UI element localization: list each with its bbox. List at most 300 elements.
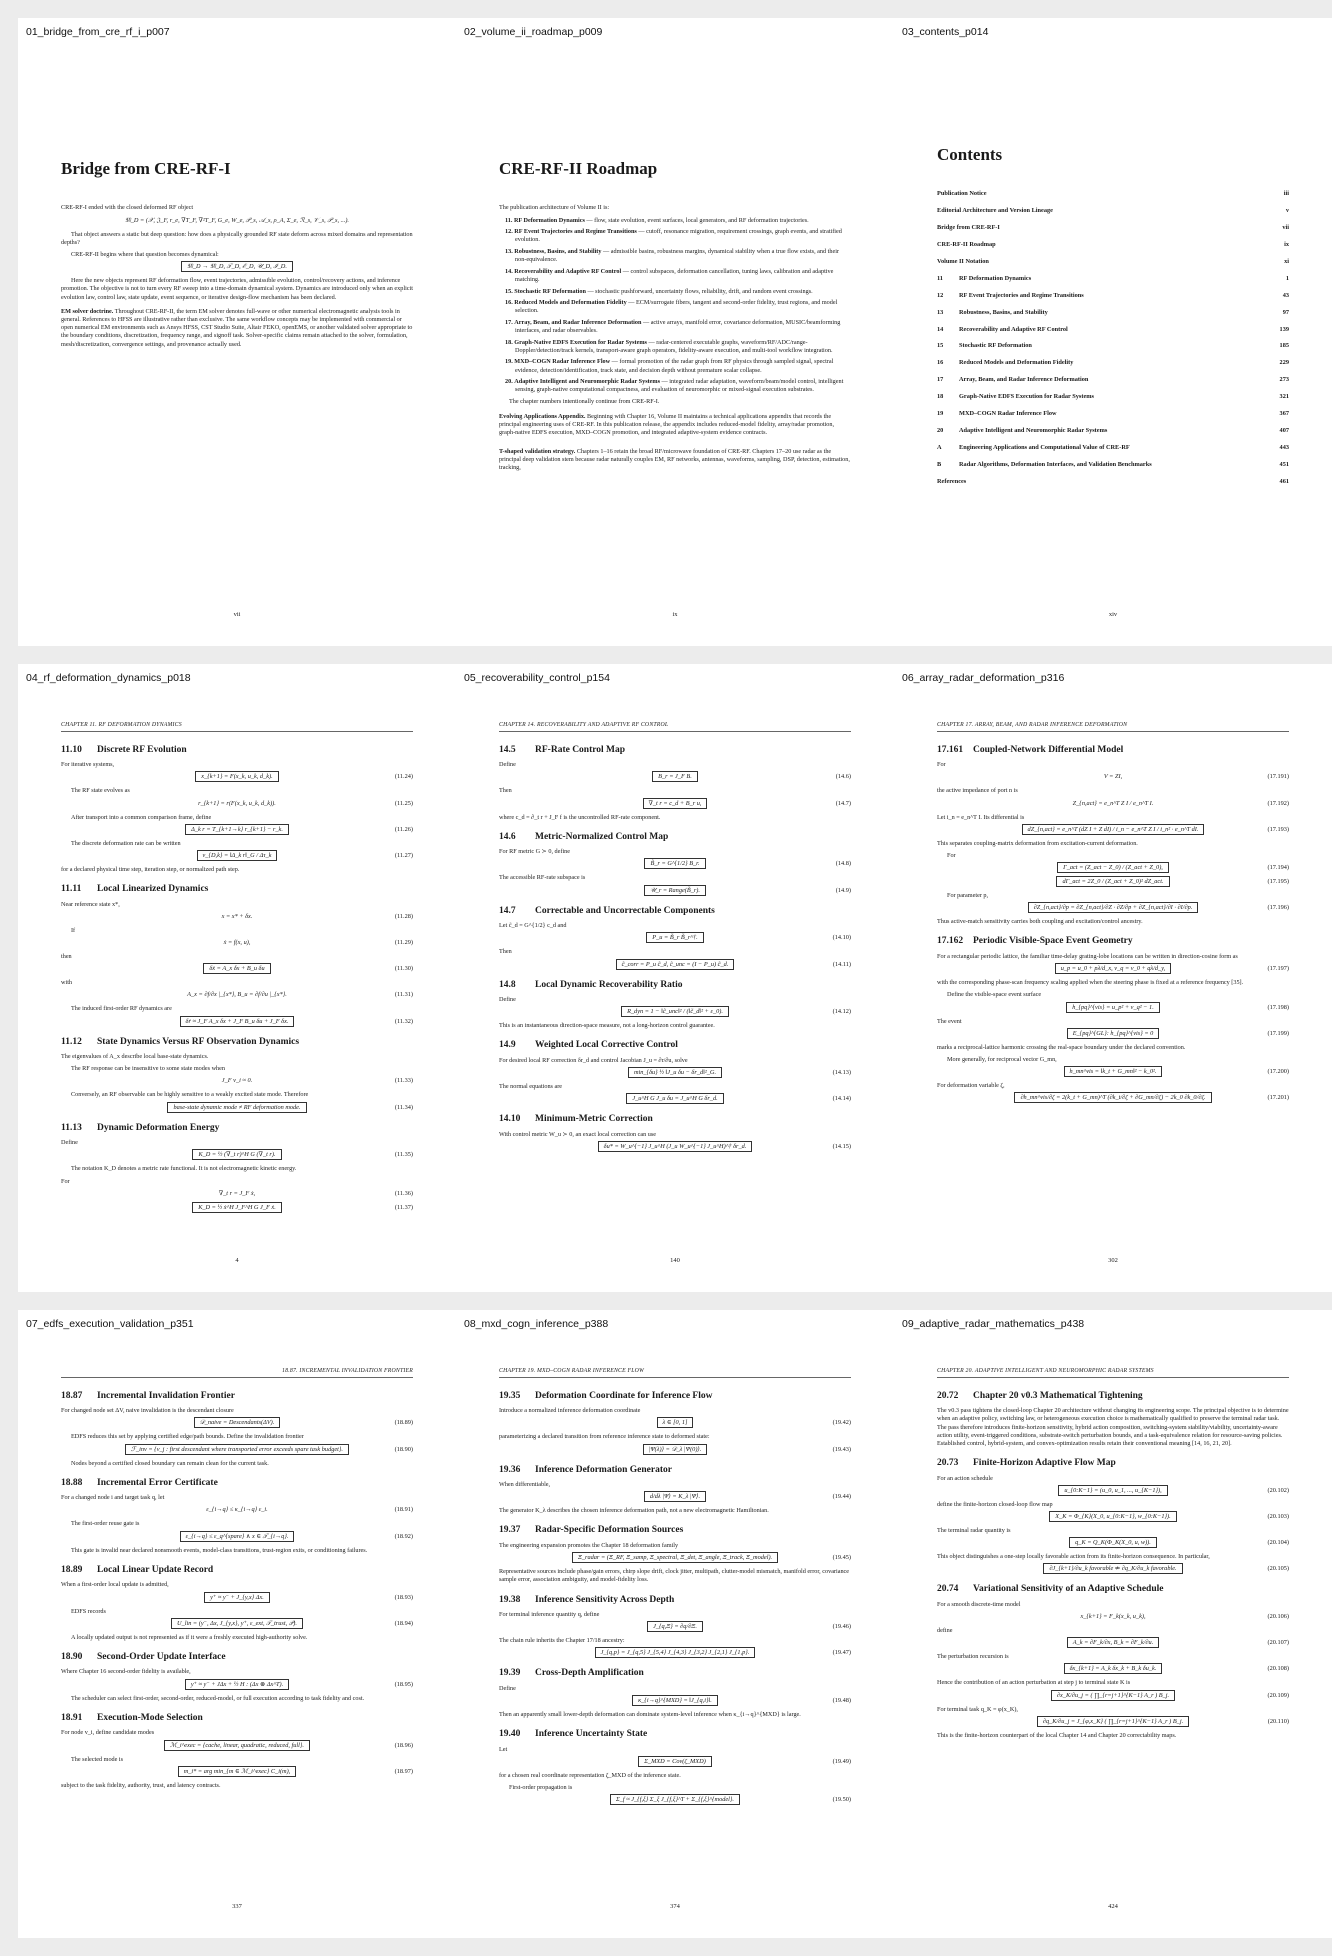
section-number: 20.72 — [937, 1390, 959, 1401]
roadmap-item — [499, 358, 851, 374]
section-number: 19.39 — [499, 1668, 521, 1679]
paragraph: The notation K_D denotes a metric rate functional. It is not electromagnetic kinetic energy. — [71, 1165, 297, 1173]
item-heading: Adaptive Intelligent and Neuromorphic Radar Systems — [514, 378, 660, 386]
equation-body: E_{pq}^{GL}: h_{pq}^{vis} = 0 — [1067, 1028, 1160, 1039]
paragraph: For terminal inference quantity q, define — [499, 1611, 600, 1619]
equation-body: B̃_r = G^{1/2} B_r. — [644, 858, 705, 869]
page-thumbnail[interactable] — [18, 18, 456, 646]
page-thumbnail[interactable] — [18, 1310, 456, 1938]
paragraph: This object distinguishes a one-step locally favorable action from its finite-horizon consequence. In particular, — [937, 1553, 1210, 1561]
paragraph: Where Chapter 16 second-order fidelity is available, — [61, 1668, 191, 1676]
section-heading — [61, 744, 413, 757]
item-number: 20. — [505, 378, 513, 386]
toc-entry[interactable] — [937, 326, 1289, 334]
page-number: ix — [672, 611, 678, 618]
equation-number: (19.50) — [832, 1796, 851, 1804]
section-heading — [499, 744, 851, 757]
toc-entry[interactable] — [937, 224, 1289, 232]
roadmap-item — [499, 319, 851, 335]
equation-number: (11.24) — [394, 773, 413, 781]
equation-body: ε_{i→q} ≤ ε_q^{spare} ∧ x ∈ 𝒯_{i→q}. — [180, 1531, 295, 1542]
item-number: 13. — [505, 247, 513, 255]
equation — [61, 1506, 413, 1515]
paragraph: Here the new objects represent RF deformation flow, event trajectories, admissible evolution, control/recovery actions, and inference promotion. The objective is not to turn every RF sweep into a time-domain dynamical system. Dynamics are introduced only when an explicit evolution law, control law, state update, event sequence, or iterative design-flow mechanism has been declared. — [61, 277, 413, 301]
paragraph: Nodes beyond a certified closed boundary can remain clean for the current task. — [71, 1459, 269, 1467]
paragraph: For a smooth discrete-time model — [937, 1600, 1021, 1608]
paragraph: CRE-RF-I ended with the closed deformed RF object — [61, 204, 194, 212]
item-heading: Stochastic RF Deformation — [514, 287, 586, 295]
equation-number: (17.191) — [1267, 773, 1289, 781]
section-number: 19.38 — [499, 1594, 521, 1605]
equation-number: (14.7) — [835, 799, 851, 807]
section-heading — [61, 1390, 413, 1403]
section-number: 18.89 — [61, 1564, 83, 1575]
section-number: 20.73 — [937, 1458, 959, 1469]
equation-body: |Ψ(λ)⟩ = 𝒟_λ |Ψ(0)⟩. — [643, 1444, 708, 1455]
toc-entry[interactable] — [937, 241, 1289, 249]
toc-page-number: 367 — [1279, 410, 1289, 418]
page-thumbnail[interactable] — [456, 1310, 894, 1938]
section-number: 14.10 — [499, 1114, 521, 1125]
toc-chapter-number: 16 — [937, 359, 944, 367]
toc-entry[interactable] — [937, 478, 1289, 486]
equation — [61, 1104, 413, 1113]
equation-body: x_{k+1} = F(x_k, u_k, d_k). — [195, 771, 278, 782]
section-title: State Dynamics Versus RF Observation Dynamics — [97, 1036, 300, 1047]
paragraph: Let — [499, 1745, 508, 1753]
paragraph: For node v_i, define candidate modes — [61, 1729, 155, 1737]
equation-number: (14.12) — [832, 1008, 851, 1016]
toc-entry[interactable] — [937, 461, 1289, 469]
section-title: Variational Sensitivity of an Adaptive Schedule — [973, 1584, 1164, 1595]
section-number: 18.87 — [61, 1390, 83, 1401]
paragraph: Hence the contribution of an action perturbation at step j to terminal state K is — [937, 1679, 1131, 1687]
page-body — [499, 704, 851, 1272]
toc-title: Stochastic RF Deformation — [959, 342, 1032, 350]
toc-title: RF Event Trajectories and Regime Transitions — [959, 291, 1084, 299]
paragraph: After transport into a common comparison frame, define — [71, 813, 212, 821]
paragraph: For terminal task q_K = φ(x_K), — [937, 1705, 1018, 1713]
equation-number: (18.91) — [394, 1506, 413, 1514]
page-number: 140 — [670, 1257, 680, 1264]
running-header: CHAPTER 19. MXD–COGN RADAR INFERENCE FLOW — [499, 1368, 851, 1378]
section-number: 14.9 — [499, 1040, 516, 1051]
equation — [61, 1419, 413, 1428]
paragraph: For RF metric G ≻ 0, define — [499, 848, 571, 856]
toc-label — [937, 207, 1053, 215]
section-title: Second-Order Update Interface — [97, 1651, 226, 1662]
toc-title: Bridge from CRE-RF-I — [937, 224, 1000, 232]
paragraph-text: Beginning with Chapter 16, Volume II maintains a technical applications appendix that records the principal engineering uses of CRE-RF. In this publication release, the appendix includes reduced-model fidelity, array/radar promotion, graph-native EDFS execution, MXD–COGN promotion, and integrated adaptive-system evidence contracts. — [499, 413, 835, 437]
equation-body: ∂q_K/∂u_j = J_{φ,x_K} ( ∏_{r=j+1}^{K−1} A_r ) B_j. — [1037, 1716, 1189, 1727]
toc-entry[interactable] — [937, 275, 1289, 283]
toc-label — [937, 427, 1107, 435]
chapter-title: CRE-RF-II Roadmap — [499, 159, 658, 178]
toc-entry[interactable] — [937, 410, 1289, 418]
toc-chapter-number: 17 — [937, 376, 944, 384]
equation — [937, 1639, 1289, 1648]
thumbnail-label: 09_adaptive_radar_mathematics_p438 — [902, 1318, 1085, 1330]
paragraph: Define — [499, 761, 516, 769]
toc-entry[interactable] — [937, 309, 1289, 317]
equation-body: Δ_k r = T_{k+1→k} r_{k+1} − r_k. — [185, 824, 289, 835]
equation-body: J_F v_i ≈ 0. — [221, 1077, 253, 1085]
toc-title: Adaptive Intelligent and Neuromorphic Radar Systems — [959, 426, 1108, 434]
section-title: Incremental Error Certificate — [97, 1477, 218, 1488]
toc-label — [937, 258, 989, 266]
item-heading: Robustness, Basins, and Stability — [514, 247, 602, 255]
toc-entry[interactable] — [937, 190, 1289, 198]
equation-number: (11.30) — [394, 965, 413, 973]
equation — [937, 826, 1289, 835]
equation — [499, 1143, 851, 1152]
toc-chapter-number: B — [937, 460, 942, 468]
page-thumbnail[interactable] — [894, 1310, 1332, 1938]
equation-number: (11.32) — [394, 1017, 413, 1025]
equation-number: (19.42) — [832, 1419, 851, 1427]
item-text: — stochastic pushforward, uncertainty flows, reliability, drift, and random event crossings. — [587, 287, 813, 295]
toc-title: Editorial Architecture and Version Lineage — [937, 207, 1053, 215]
thumbnail-label: 02_volume_ii_roadmap_p009 — [464, 26, 603, 38]
section-heading — [61, 1651, 413, 1664]
item-number: 12. — [505, 228, 513, 236]
toc-entry[interactable] — [937, 359, 1289, 367]
equation-number: (20.110) — [1267, 1717, 1289, 1725]
section-heading — [937, 1390, 1289, 1403]
equation — [937, 1487, 1289, 1496]
section-heading — [499, 905, 851, 918]
equation-body: Σ_f ≈ J_{f,ξ} Σ_ξ J_{f,ξ}^T + Σ_{f,ξ}^{model}. — [610, 1794, 740, 1805]
equation — [937, 1004, 1289, 1013]
equation-body: ∇_t r = J_F ẋ, — [218, 1189, 256, 1197]
section-title: Local Linearized Dynamics — [97, 884, 209, 895]
equation — [499, 961, 851, 970]
equation-number: (11.33) — [394, 1077, 413, 1085]
toc-label — [937, 224, 1000, 232]
equation — [61, 263, 413, 272]
item-number: 14. — [505, 267, 513, 275]
toc-title: MXD–COGN Radar Inference Flow — [959, 410, 1057, 418]
section-heading — [937, 1457, 1289, 1470]
roadmap-item — [499, 339, 851, 355]
item-number: 15. — [505, 287, 513, 295]
page-thumbnail[interactable] — [894, 18, 1332, 646]
paragraph: Define — [499, 1684, 516, 1692]
paragraph: The terminal radar quantity is — [937, 1527, 1011, 1535]
section-heading — [937, 1583, 1289, 1596]
page-body — [937, 704, 1289, 1272]
equation-body: min_{δu} ½ ‖J_u δu − δr_d‖²_G. — [628, 1067, 722, 1078]
equation-number: (17.193) — [1267, 825, 1289, 833]
paragraph: This is an instantaneous direction-space measure, not a long-horizon control guarantee. — [499, 1022, 715, 1030]
item-text: — flow, state evolution, event surfaces, local generators, and RF deformation trajectories. — [586, 216, 809, 224]
equation-number: (17.192) — [1267, 799, 1289, 807]
equation — [61, 217, 413, 226]
equation — [499, 1008, 851, 1017]
item-number: 11. — [505, 216, 513, 224]
section-heading — [499, 1524, 851, 1537]
paragraph: When differentiable, — [499, 1481, 551, 1489]
item-text: — control subspaces, deformation cancellation, tuning laws, calibration and adaptive matching. — [515, 267, 834, 283]
equation-number: (18.95) — [394, 1680, 413, 1688]
section-number: 19.35 — [499, 1390, 521, 1401]
paragraph: That object answers a static but deep question: how does a physically grounded RF state deform across mixed domains and representation depths? — [61, 230, 413, 246]
equation-number: (11.34) — [394, 1103, 413, 1111]
toc-entry[interactable] — [937, 444, 1289, 452]
toc-chapter-number: 20 — [937, 426, 944, 434]
equation-number: (18.96) — [394, 1741, 413, 1749]
paragraph: For changed node set ΔV, naive invalidation is the descendant closure — [61, 1407, 234, 1415]
page-body — [499, 1350, 851, 1918]
toc-chapter-number: 11 — [937, 274, 943, 282]
paragraph: This separates coupling-matrix deformation from excitation-current deformation. — [937, 839, 1138, 847]
running-header: 18.87. INCREMENTAL INVALIDATION FRONTIER — [61, 1368, 413, 1378]
section-number: 19.40 — [499, 1729, 521, 1740]
equation — [61, 913, 413, 922]
paragraph: EDFS reduces this set by applying certified edge/path bounds. Define the invalidation frontier — [71, 1433, 304, 1441]
equation-body: ∂Z_{n,act}/∂p = ∂Z_{n,act}/∂Z · ∂Z/∂p + ∂Z_{n,act}/∂I · ∂I/∂p. — [1028, 902, 1199, 913]
item-number: 17. — [505, 318, 513, 326]
toc-entry[interactable] — [937, 207, 1289, 215]
paragraph: With control metric W_u ≻ 0, an exact local correction can use — [499, 1130, 657, 1138]
paragraph: The perturbation recursion is — [937, 1653, 1009, 1661]
toc-title: Engineering Applications and Computational Value of CRE-RF — [959, 443, 1130, 451]
equation — [937, 1692, 1289, 1701]
section-number: 11.10 — [61, 744, 82, 755]
paragraph-heading: T-shaped validation strategy. — [499, 447, 576, 455]
toc-entry[interactable] — [937, 258, 1289, 266]
section-title: Discrete RF Evolution — [97, 744, 187, 755]
equation-body: Z_{n,act} = e_n^T Z I / e_n^T I. — [1072, 799, 1154, 807]
section-heading — [61, 1036, 413, 1049]
toc-entry[interactable] — [937, 427, 1289, 435]
equation-body: Γ_act = (Z_act − Z_0) / (Z_act + Z_0), — [1057, 862, 1169, 873]
page-body — [937, 1350, 1289, 1918]
section-heading — [61, 1564, 413, 1577]
paragraph: then — [61, 953, 72, 961]
paragraph: More generally, for reciprocal vector G_mn, — [947, 1055, 1057, 1063]
thumbnail-label: 04_rf_deformation_dynamics_p018 — [26, 672, 191, 684]
section-number: 14.8 — [499, 979, 516, 990]
section-heading — [499, 1390, 851, 1403]
equation-number: (20.103) — [1267, 1513, 1289, 1521]
section-heading — [937, 744, 1289, 757]
equation — [937, 878, 1289, 887]
toc-page-number: 273 — [1279, 376, 1289, 384]
paragraph: This is the finite-horizon counterpart of the local Chapter 14 and Chapter 20 correctability maps. — [937, 1731, 1177, 1739]
equation-number: (11.31) — [394, 991, 413, 999]
paragraph: For a rectangular periodic lattice, the familiar time-delay grating-lobe locations can be written in direction-cosine form as — [937, 953, 1238, 961]
section-title: Local Linear Update Record — [97, 1564, 214, 1575]
paragraph: When a first-order local update is admitted, — [61, 1581, 169, 1589]
paragraph: CRE-RF-II begins where that question becomes dynamical: — [71, 251, 219, 258]
section-number: 17.162 — [937, 936, 964, 947]
toc-label — [937, 309, 1048, 317]
toc-page-number: vii — [1282, 224, 1289, 232]
section-heading — [499, 831, 851, 844]
paragraph: A locally updated output is not represented as if it were a freshly executed high-authority solve. — [71, 1633, 308, 1641]
equation — [499, 1649, 851, 1658]
toc-entry[interactable] — [937, 342, 1289, 350]
toc-entry[interactable] — [937, 376, 1289, 384]
equation-number: (20.106) — [1267, 1613, 1289, 1621]
paragraph: The engineering expansion promotes the Chapter 18 deformation family — [499, 1541, 679, 1549]
equation-body: v_{D,k} = ‖Δ_k r‖_G / Δτ_k — [197, 850, 278, 861]
thumbnail-label: 05_recoverability_control_p154 — [464, 672, 610, 684]
equation-number: (11.35) — [394, 1151, 413, 1159]
paragraph: If — [71, 926, 76, 934]
equation — [61, 965, 413, 974]
toc-label — [937, 393, 1094, 401]
toc-title: CRE-RF-II Roadmap — [937, 241, 996, 249]
toc-label — [937, 376, 1088, 384]
roadmap-item — [499, 378, 851, 394]
page-thumbnail[interactable] — [18, 664, 456, 1292]
equation-body: ∂h_mn^vis/∂ζ = 2(k_t + G_mn)^T (∂k_t/∂ζ + ∂G_mn/∂ζ) − 2k_0 ∂k_0/∂ζ. — [1014, 1092, 1211, 1103]
equation-body: Ξ_radar = (Ξ_RF, Ξ_samp, Ξ_spectral, Ξ_det, Ξ_angle, Ξ_track, Ξ_model). — [572, 1552, 778, 1563]
equation-body: λ ∈ [0, 1] — [657, 1417, 694, 1428]
page-thumbnail[interactable] — [456, 18, 894, 646]
equation-body: u_p = u_0 + pλ/d_x, v_q = v_0 + qλ/d_y, — [1055, 963, 1171, 974]
equation-number: (14.10) — [832, 934, 851, 942]
page-number: 374 — [670, 1903, 680, 1910]
toc-page-number: 185 — [1279, 342, 1289, 350]
equation-body: u_{0:K−1} = (u_0, u_1, ..., u_{K−1}), — [1058, 1485, 1167, 1496]
toc-page-number: 443 — [1279, 443, 1289, 451]
equation-body: h_{pq}^{vis} = u_p² + v_q² − 1. — [1066, 1002, 1160, 1013]
section-heading — [499, 1039, 851, 1052]
equation-number: (11.29) — [394, 939, 413, 947]
equation — [937, 1030, 1289, 1039]
paragraph: For parameter p, — [947, 892, 989, 900]
equation-body: x_{k+1} = F_k(x_k, u_k), — [1080, 1613, 1146, 1621]
item-heading: MXD–COGN Radar Inference Flow — [514, 358, 611, 366]
equation-number: (17.201) — [1267, 1094, 1289, 1102]
toc-title: Recoverability and Adaptive RF Control — [959, 325, 1068, 333]
section-title: Local Dynamic Recoverability Ratio — [535, 979, 683, 990]
roadmap-item — [499, 248, 851, 264]
page-body — [499, 58, 851, 626]
section-number: 19.37 — [499, 1525, 521, 1536]
equation-number: (14.8) — [835, 860, 851, 868]
equation-body: V = ZI, — [1103, 773, 1123, 781]
equation — [499, 1419, 851, 1428]
section-title: Inference Sensitivity Across Depth — [535, 1594, 675, 1605]
paragraph-text: Throughout CRE-RF-II, the term EM solver denotes full-wave or other numerical electromagnetic analysis tools in general. References to HFSS are illustrative rather than exclusive. The same workflow concepts may be implemented with commercial or open numerical EM environments such as Ansys HFSS, CST Studio Suite, Altair FEKO, openEMS, or another validated solver appropriate to the boundary conditions, discretization, frequency range, and signoff task. Solver-specific claims remain attached to the solver, formulation, mesh/discretization, convergence settings, and provenance actually used. — [61, 307, 413, 348]
paragraph: Conversely, an RF observable can be highly sensitive to a weakly excited state mode. Therefore — [71, 1091, 309, 1099]
section-heading — [61, 883, 413, 896]
paragraph: Representative sources include phase/gain errors, chirp slope drift, clock jitter, multipath, clutter-model mismatch, manifold error, covariance sample error, association ambiguity, and model-fidelity loss. — [499, 1568, 850, 1584]
equation — [61, 1204, 413, 1213]
toc-chapter-number: 15 — [937, 342, 944, 350]
section-number: 19.36 — [499, 1464, 521, 1475]
equation — [61, 939, 413, 948]
paragraph: Then an apparently small lower-depth deformation can dominate system-level inference when κ_{i→q}^{MXD} is large. — [499, 1711, 801, 1719]
equation-number: (18.93) — [394, 1593, 413, 1601]
toc-chapter-number: 18 — [937, 393, 944, 401]
section-title: Metric-Normalized Control Map — [535, 831, 669, 842]
equation-body: ℱ_inv = {v_j : first descendant where transported error exceeds spare task budget}. — [125, 1444, 349, 1455]
toc-entry[interactable] — [937, 292, 1289, 300]
equation-number: (14.15) — [832, 1143, 851, 1151]
paragraph: The induced first-order RF dynamics are — [71, 1005, 172, 1013]
section-heading — [61, 1122, 413, 1135]
equation — [937, 1718, 1289, 1727]
roadmap-item — [499, 299, 851, 315]
section-title: Dynamic Deformation Energy — [97, 1122, 220, 1133]
equation-number: (17.195) — [1267, 878, 1289, 886]
equation-number: (17.197) — [1267, 965, 1289, 973]
equation-number: (14.14) — [832, 1095, 851, 1103]
equation — [61, 1681, 413, 1690]
paragraph: Introduce a normalized inference deformation coordinate — [499, 1407, 641, 1415]
equation — [61, 1594, 413, 1603]
equation — [499, 860, 851, 869]
paragraph: For iterative systems, — [61, 761, 115, 769]
running-header: CHAPTER 11. RF DEFORMATION DYNAMICS — [61, 722, 413, 732]
section-title: Periodic Visible-Space Event Geometry — [973, 936, 1133, 947]
equation-number: (19.46) — [832, 1623, 851, 1631]
equation-number: (14.6) — [835, 773, 851, 781]
paragraph: The RF response can be insensitive to some state modes when — [71, 1065, 225, 1073]
equation-body: U_lin = (y⁻, Δx, J_{y,x}, y⁺, ε_ext, 𝒯_trust, 𝒫). — [171, 1618, 303, 1629]
equation-number: (11.36) — [394, 1189, 413, 1197]
running-header: CHAPTER 17. ARRAY, BEAM, AND RADAR INFERENCE DEFORMATION — [937, 722, 1289, 732]
equation-number: (19.49) — [832, 1758, 851, 1766]
equation — [61, 800, 413, 809]
toc-label — [937, 478, 966, 486]
toc-entry[interactable] — [937, 393, 1289, 401]
equation-number: (11.26) — [394, 825, 413, 833]
thumbnail-label: 07_edfs_execution_validation_p351 — [26, 1318, 194, 1330]
equation-number: (18.92) — [394, 1532, 413, 1540]
paragraph: with the corresponding phase-scan frequency scaling applied when the steering phase is fixed at a reference frequency [35]. — [937, 979, 1244, 987]
roadmap-item — [499, 288, 851, 296]
page-body — [61, 1350, 413, 1918]
equation — [937, 864, 1289, 873]
equation — [499, 800, 851, 809]
section-title: Radar-Specific Deformation Sources — [535, 1525, 684, 1536]
page-thumbnail[interactable] — [456, 664, 894, 1292]
equation — [61, 1151, 413, 1160]
toc-label — [937, 410, 1057, 418]
item-heading: RF Deformation Dynamics — [513, 216, 585, 224]
thumbnail-label: 06_array_radar_deformation_p316 — [902, 672, 1065, 684]
equation-number: (20.105) — [1267, 1565, 1289, 1573]
paragraph: Let i_n = e_n^T I. Its differential is — [937, 813, 1025, 821]
equation-body: K_D = ½ (∇_t r)^H G (∇_t r). — [192, 1149, 281, 1160]
paragraph: Let c̃_d = G^{1/2} c_d and — [499, 922, 567, 930]
section-heading — [499, 1464, 851, 1477]
page-thumbnail[interactable] — [894, 664, 1332, 1292]
paragraph: For desired local RF correction δr_d and control Jacobian J_u = ∂r/∂u, solve — [499, 1056, 688, 1064]
section-title: RF-Rate Control Map — [535, 744, 626, 755]
equation — [61, 1620, 413, 1629]
section-heading — [61, 1712, 413, 1725]
toc-page-number: 407 — [1279, 426, 1289, 434]
page-number: vii — [233, 611, 241, 618]
toc-page-number: 139 — [1279, 325, 1289, 333]
equation — [61, 826, 413, 835]
item-number: 18. — [505, 338, 513, 346]
paragraph: For — [947, 851, 956, 859]
equation-body: ∂x_K/∂u_j = ( ∏_{r=j+1}^{K−1} A_r ) B_j. — [1051, 1690, 1175, 1701]
section-title: Chapter 20 v0.3 Mathematical Tightening — [973, 1390, 1143, 1401]
section-title: Weighted Local Corrective Control — [535, 1040, 678, 1051]
equation-number: (20.109) — [1267, 1691, 1289, 1699]
item-text: — active arrays, manifold error, covariance deformation, MUSIC/beamforming interfaces, and radar observables. — [515, 318, 841, 335]
toc-page-number: ix — [1284, 241, 1289, 249]
